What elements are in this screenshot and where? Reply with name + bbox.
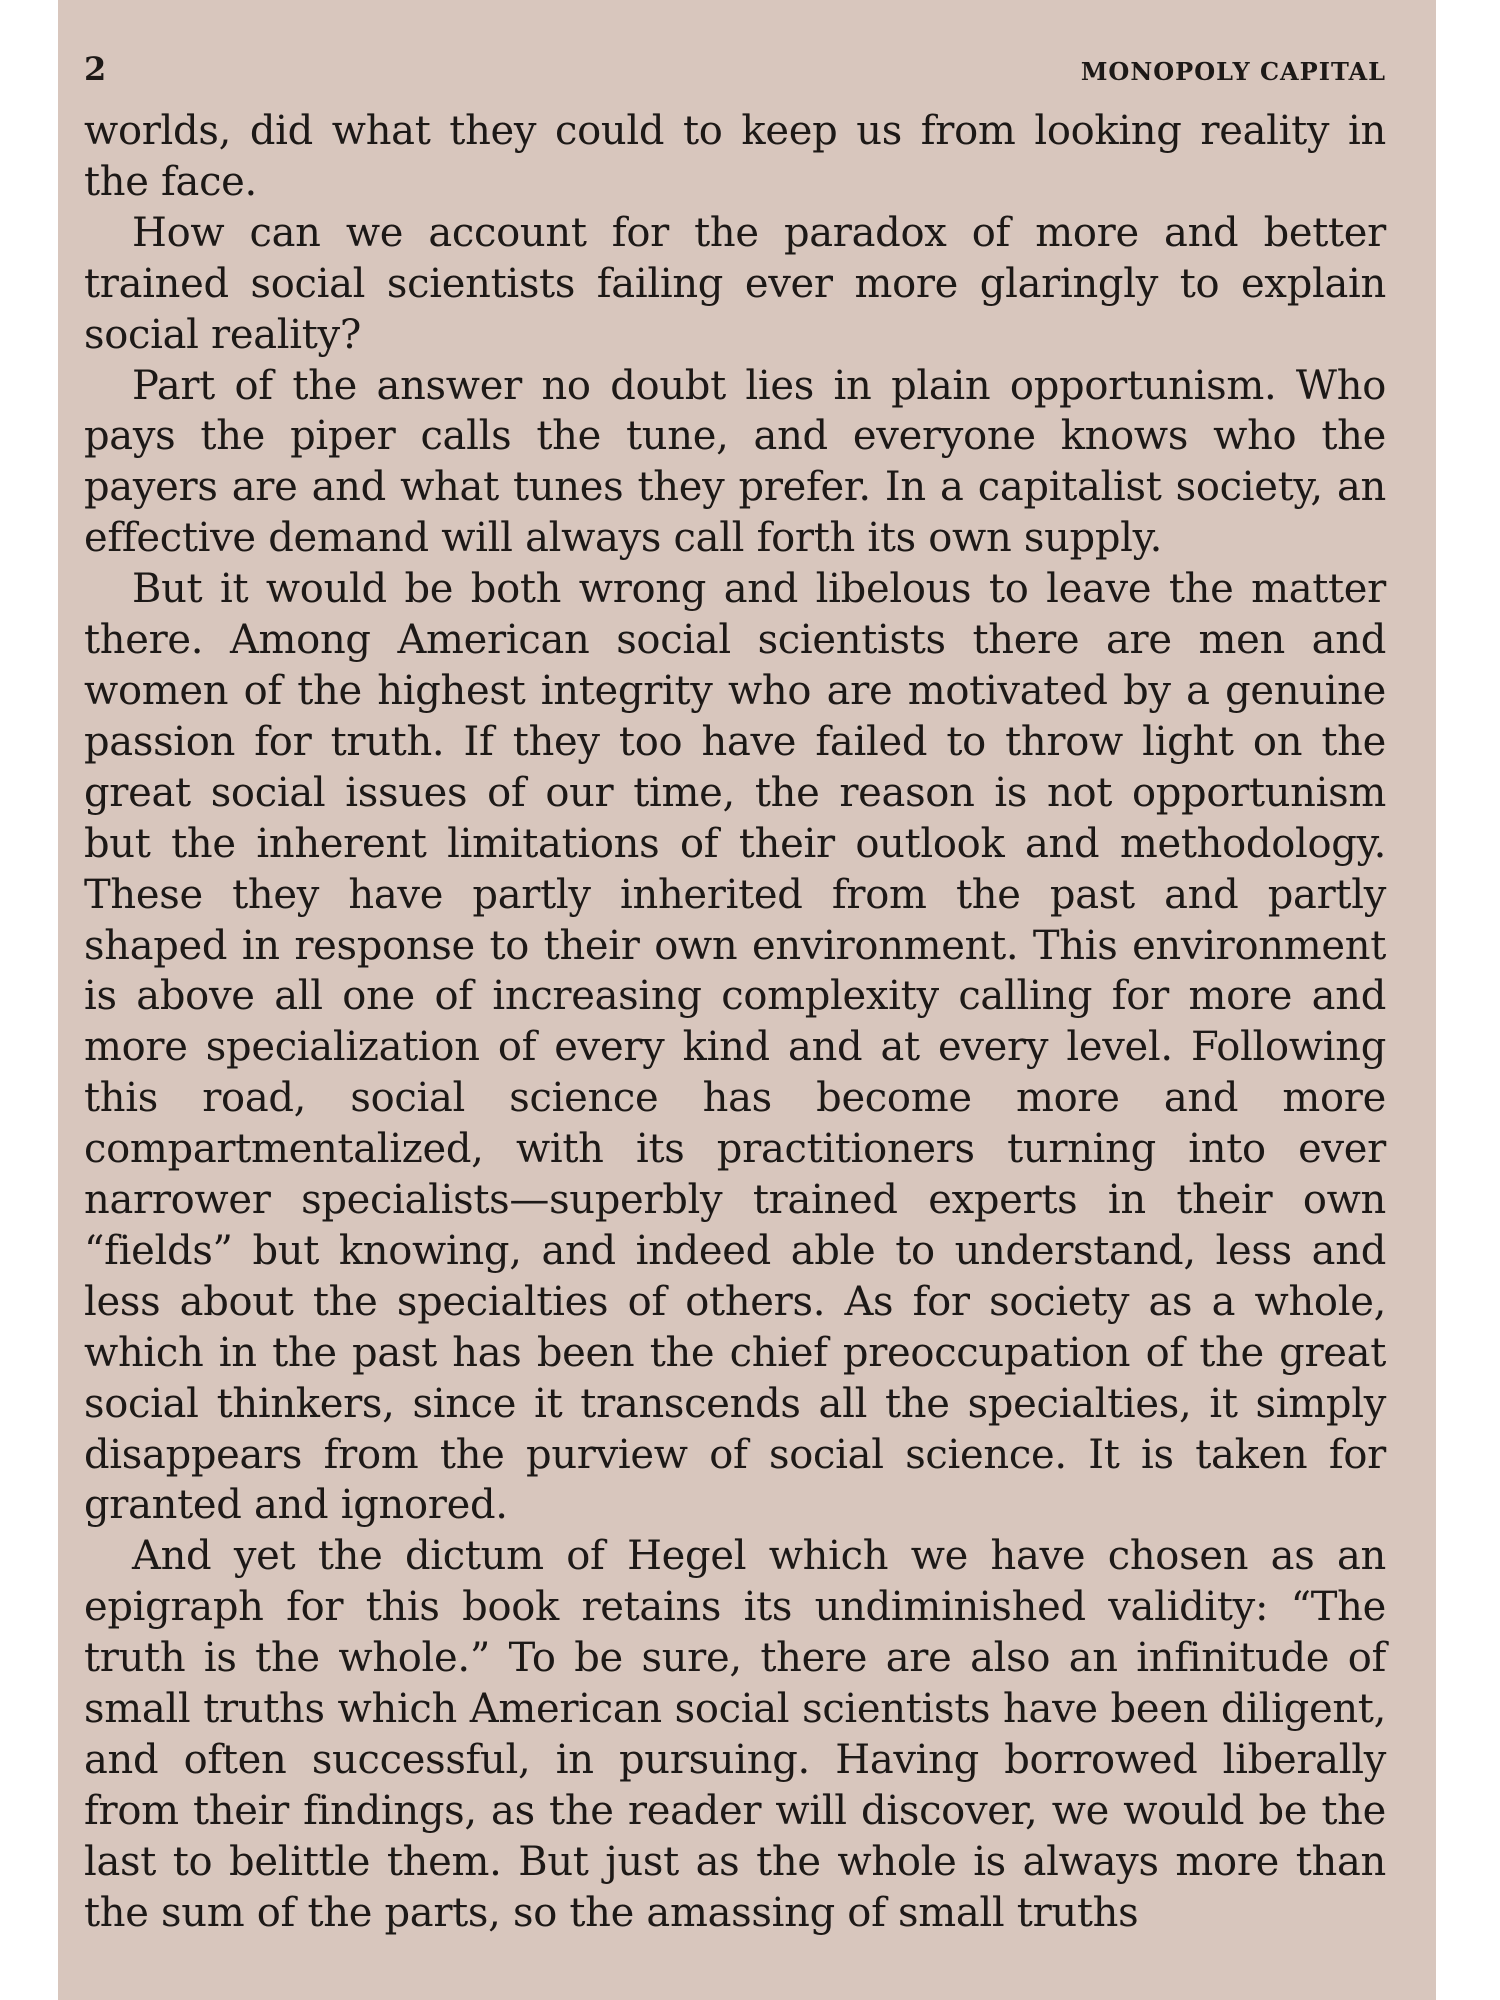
running-title: MONOPOLY CAPITAL (1080, 57, 1386, 86)
paragraph: But it would be both wrong and libelous to leave the matter there. Among American social scientists there are men and women of the highest integrity who are motivated by a genuine passion for truth. If they too have failed to throw light on the great social issues of our time, the reason is not opportunism but the inherent limitations of their outlook and methodology. These they have partly inherited from the past and partly shaped in response to their own environment. This environment is above all one of increasing complexity calling for more and more specialization of every kind and at every level. Following this road, social science has become more and more compartmentalized, with its practitioners turning into ever narrower specialists—superbly trained experts in their own “fields” but knowing, and indeed able to understand, less and less about the specialties of others. As for society as a whole, which in the past has been the chief preoccupation of the great social thinkers, since it transcends all the specialties, it simply disappears from the purview of social science. It is taken for granted and ignored. (84, 566, 1386, 1529)
paragraph: How can we account for the paradox of more and better trained social scientists failing ever more glaringly to explain social reality? (84, 209, 1386, 358)
book-page (58, 0, 1436, 2000)
running-head (84, 50, 1386, 90)
body-text (84, 106, 1386, 1939)
page-number: 2 (84, 50, 107, 88)
paragraph-continued: worlds, did what they could to keep us from looking reality in the face. (84, 108, 1386, 205)
paragraph: And yet the dictum of Hegel which we have chosen as an epigraph for this book retains its undiminished validity: “The truth is the whole.” To be sure, there are also an infinitude of small truths which American social scientists have been diligent, and often successful, in pursuing. Having borrowed liberally from their findings, as the reader will discover, we would be the last to belittle them. But just as the whole is always more than the sum of the parts, so the amassing of small truths (84, 1533, 1386, 1936)
paragraph: Part of the answer no doubt lies in plain opportunism. Who pays the piper calls the tune, and everyone knows who the payers are and what tunes they prefer. In a capitalist society, an effective demand will always call forth its own supply. (84, 362, 1386, 562)
